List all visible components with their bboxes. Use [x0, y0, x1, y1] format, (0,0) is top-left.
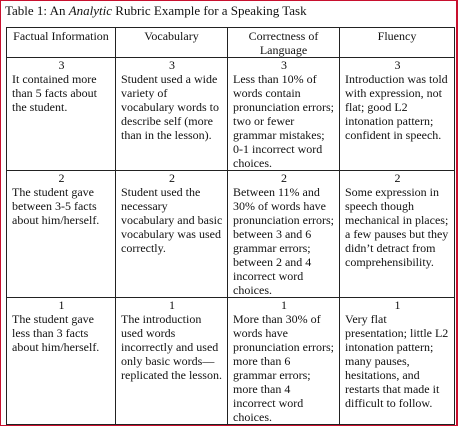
caption-text-after: Rubric Example for a Speaking Task: [112, 3, 307, 18]
header-factual-information: Factual Information: [7, 28, 116, 58]
score-value: 1: [281, 298, 287, 312]
caption-emphasis: Analytic: [68, 3, 113, 18]
table-cell: [116, 298, 228, 425]
cell-description: Student used the necessary vocabulary and basic vocabulary was used correctly.: [121, 185, 223, 255]
score-value: 2: [169, 171, 175, 185]
score-value: 3: [281, 58, 287, 72]
score-value: 2: [281, 171, 287, 185]
cell-description: Very flat presentation; little L2 intonation pattern; many pauses, hesitations, and restarts that made it difficult to follow.: [345, 312, 449, 410]
table-cell: [228, 58, 340, 171]
cell-description: Between 11% and 30% of words have pronunciation errors; between 3 and 6 grammar errors; between 2 and 4 incorrect word choices.: [233, 185, 334, 297]
table-row-score-3: [7, 58, 455, 171]
table-cell: [116, 171, 228, 298]
caption-text-before: Table 1: An: [5, 3, 69, 18]
table-row-score-2: [7, 171, 455, 298]
cell-description: The introduction used words incorrectly and used only basic words—replicated the lesson.: [121, 312, 222, 382]
cell-description: Less than 10% of words contain pronunciation errors; two or fewer grammar mistakes; 0-1 incorrect word choices.: [233, 72, 334, 170]
header-correctness-of-language: Correctness of Language: [228, 28, 340, 58]
table-cell: [116, 58, 228, 171]
score-value: 3: [394, 58, 401, 72]
cell-description: It contained more than 5 facts about the student.: [12, 72, 97, 114]
score-value: 2: [394, 171, 401, 185]
cell-description: Some expression in speech though mechanical in places; a few pauses but they didn’t detract from comprehensibility.: [345, 185, 449, 269]
cell-description: The student gave less than 3 facts about him/herself.: [12, 312, 100, 354]
header-vocabulary: Vocabulary: [116, 28, 228, 58]
cell-description: Student used a wide variety of vocabulary words to describe self (more than in the lesson).: [121, 72, 219, 142]
score-value: 1: [58, 298, 65, 312]
header-row: [7, 28, 455, 58]
table-cell: [7, 298, 116, 425]
cell-description: Introduction was told with expression, not flat; good L2 intonation pattern; confident in speech.: [345, 72, 448, 142]
table-cell: [228, 298, 340, 425]
table-cell: [340, 171, 455, 298]
cell-description: The student gave between 3-5 facts about him/herself.: [12, 185, 100, 227]
score-value: 1: [169, 298, 175, 312]
table-cell: [228, 171, 340, 298]
table-cell: [340, 298, 455, 425]
score-value: 2: [58, 171, 65, 185]
score-value: 3: [58, 58, 65, 72]
cell-description: More than 30% of words have pronunciation errors; more than 6 grammar errors; more than 4 incorrect word choices.: [233, 312, 334, 424]
header-fluency: Fluency: [340, 28, 455, 58]
table-cell: [7, 171, 116, 298]
rubric-table: [6, 27, 455, 425]
score-value: 1: [394, 298, 401, 312]
table-cell: [7, 58, 116, 171]
table-row-score-1: [7, 298, 455, 425]
score-value: 3: [169, 58, 175, 72]
table-cell: [340, 58, 455, 171]
table-caption: [5, 2, 307, 20]
